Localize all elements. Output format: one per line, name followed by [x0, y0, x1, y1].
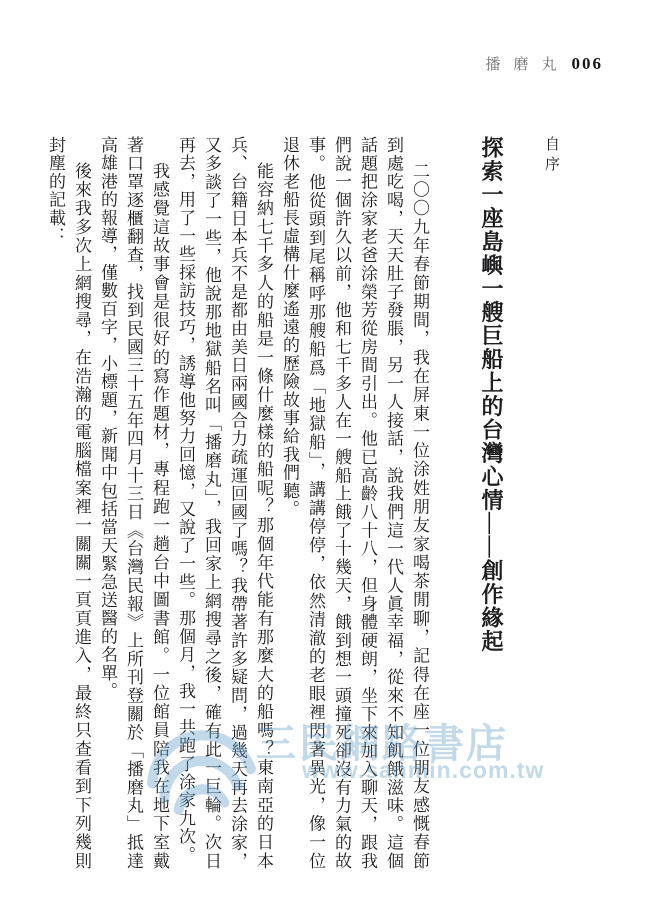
- running-header: [485, 53, 603, 74]
- watermark-site-url: www.sanmin.com.tw: [302, 757, 545, 783]
- preface-paragraph: 我感覺這故事會是很好的寫作題材，專程跑一趟台中圖書館。一位館員陪我在地下室戴著口罩逐櫃翻查，找到民國三十五年四月十三日《台灣民報》上所刊登關於「播磨丸」抵達高雄港的報導，僅數百字，小標題，新聞中包括當天緊急送醫的名單。: [98, 136, 169, 870]
- section-label: 自序: [543, 136, 559, 176]
- preface-paragraph: 二〇〇九年春節期間，我在屏東一位涂姓朋友家喝茶閒聊，記得在座一位朋友感慨春節到處吃喝，天天肚子發脹，另一人接話，說我們這一代人眞幸福，從來不知飢餓滋味。這個話題把涂家老爸涂榮芳從房間引出。他已高齡八十八，但身體硬朗，坐下來加入聊天，跟我們說一個許久以前，他和七千多人在一艘船上餓了十幾天，餓到想一頭撞死卻沒有力氣的故事。他從頭到尾稱呼那艘船爲「地獄船」，講講停停，依然清澈的老眼裡閃著異光，像一位退休老船長虛構什麼遙遠的歷險故事給我們聽。: [280, 136, 429, 870]
- preface-content: [46, 136, 590, 870]
- watermark-site-name: 三民網路書店: [256, 722, 508, 766]
- preface-paragraph: 能容納七千多人的船是一條什麼樣的船呢？那個年代能有那麼大的船嗎？東南亞的日本兵、台籍日本兵不是都由美日兩國合力疏運回國了嗎？我帶著許多疑問，過幾天再去涂家，又多談了一些，他說那地獄船名叫「播磨丸」，我回家上網搜尋之後，確有此一巨輪。次日再去，用了一些採訪技巧，誘導他努力回憶，又說了一些。那個月，我一共跑了涂家九次。: [176, 136, 273, 870]
- preface-title: 探索一座島嶼一艘巨船上的台灣心情——創作緣起: [479, 136, 504, 653]
- page-number: 006: [571, 54, 603, 73]
- preface-paragraph: 後來我多次上網搜尋，在浩瀚的電腦檔案裡一關關一頁頁進入，最終只查看到下列幾則封塵的記載：: [46, 136, 91, 870]
- running-book-title: 播磨丸: [485, 57, 570, 73]
